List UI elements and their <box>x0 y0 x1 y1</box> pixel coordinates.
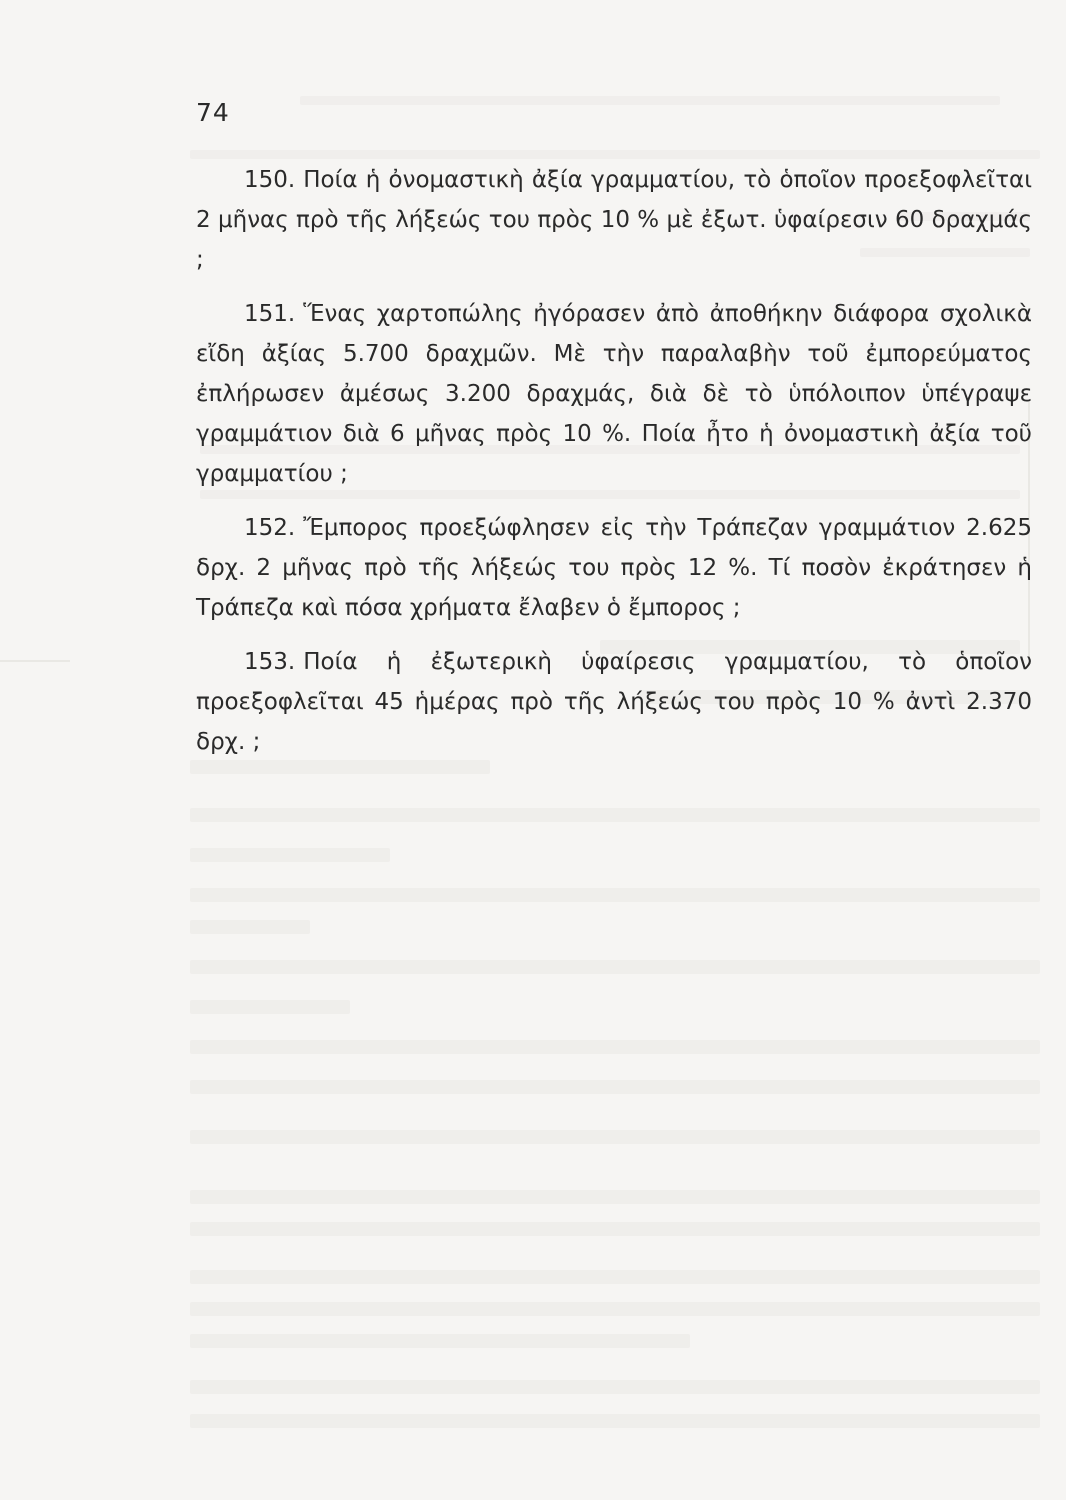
problem-151 <box>196 294 1032 494</box>
problem-text: Ἕνας χαρτοπώλης ἠγόρασεν ἀπὸ ἀποθήκην διάφορα σχολικὰ εἴδη ἀξίας 5.700 δραχμῶν. Μὲ τὴν παραλαβὴν τοῦ ἐμπορεύματος ἐπλήρωσεν ἀμέσως 3.200 δραχμάς, διὰ δὲ τὸ ὑπόλοιπον ὑπέγραψε γραμμάτιον διὰ 6 μῆνας πρὸς 10 %. Ποία ἦτο ἡ ὀνομαστικὴ ἀξία τοῦ γραμματίου ; <box>196 301 1032 487</box>
problem-number: 153. <box>244 649 296 675</box>
problem-text: Ἔμπορος προεξώφλησεν εἰς τὴν Τράπεζαν γραμμάτιον 2.625 δρχ. 2 μῆνας πρὸ τῆς λήξεώς του πρὸς 12 %. Τί ποσὸν ἐκράτησεν ἡ Τράπεζα καὶ πόσα χρήματα ἔλαβεν ὁ ἔμπορος ; <box>196 515 1032 621</box>
problem-number: 150. <box>244 167 296 193</box>
problem-152 <box>196 508 1032 628</box>
page-number: 74 <box>196 98 230 127</box>
problem-number: 151. <box>244 301 296 327</box>
problem-text: Ποία ἡ ἐξωτερικὴ ὑφαίρεσις γραμματίου, τὸ ὁποῖον προεξοφλεῖται 45 ἡμέρας πρὸ τῆς λήξεώς του πρὸς 10 % ἀντὶ 2.370 δρχ. ; <box>196 649 1032 755</box>
problem-150 <box>196 160 1032 280</box>
problem-number: 152. <box>244 515 296 541</box>
problem-text: Ποία ἡ ὀνομαστικὴ ἀξία γραμματίου, τὸ ὁποῖον προεξοφλεῖται 2 μῆνας πρὸ τῆς λήξεώς του πρὸς 10 % μὲ ἐξωτ. ὑφαίρεσιν 60 δραχμάς ; <box>196 167 1032 273</box>
problem-153 <box>196 642 1032 762</box>
problems-list <box>196 160 1032 776</box>
